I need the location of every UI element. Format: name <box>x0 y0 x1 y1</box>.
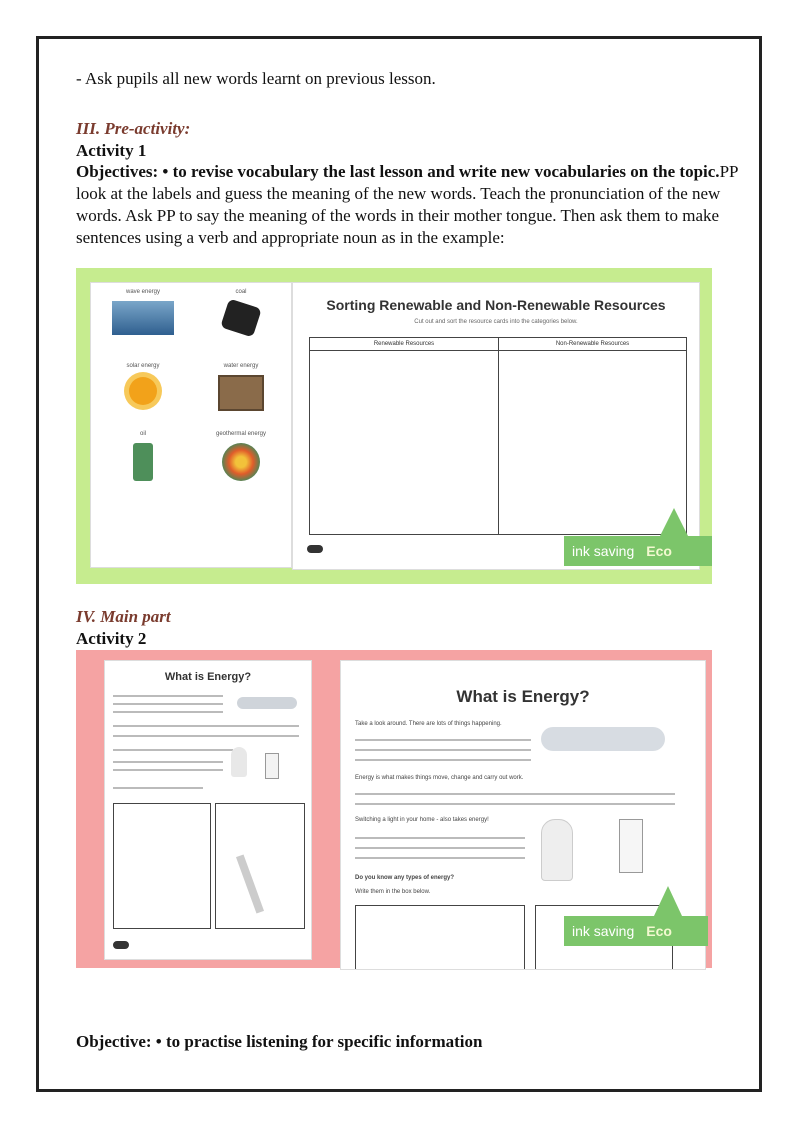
intro-line: - Ask pupils all new words learnt on previous lesson. <box>76 69 436 88</box>
objectives-paragraph <box>76 161 748 249</box>
text-line <box>113 787 203 789</box>
sorting-worksheet <box>292 282 700 570</box>
what-is-energy-image <box>76 650 712 968</box>
text-line <box>113 769 223 771</box>
text-line <box>113 725 299 727</box>
switch-icon <box>265 753 279 779</box>
text-line <box>113 749 233 751</box>
card-water-energy <box>195 363 287 427</box>
col-non-renewable: Non-Renewable Resources <box>499 338 686 351</box>
card-label: coal <box>235 289 247 295</box>
worksheet-title-large: What is Energy? <box>456 687 590 706</box>
text-line <box>355 759 531 761</box>
wave-image <box>112 301 174 335</box>
rocket-icon <box>236 854 264 913</box>
card-oil <box>97 431 189 495</box>
info-box <box>215 803 305 929</box>
twinkl-logo-icon <box>113 941 129 949</box>
eco-word: Eco <box>646 923 672 939</box>
leaf-icon <box>660 508 688 536</box>
card-label: water energy <box>223 363 259 369</box>
text-line <box>355 793 675 795</box>
text-line <box>113 711 223 713</box>
objectives-bold: Objectives: • to revise vocabulary the last lesson and write new vocabularies on the topic. <box>76 162 720 181</box>
text-line <box>355 749 531 751</box>
energy-worksheet-small <box>104 660 312 960</box>
worksheet-subtitle: Cut out and sort the resource cards into the categories below. <box>414 319 578 325</box>
sorting-table <box>309 337 687 535</box>
eco-badge <box>564 916 708 946</box>
text-line <box>355 847 525 849</box>
eco-word: Eco <box>646 543 672 559</box>
text-line-a: Take a look around. There are lots of things happening. <box>355 721 502 727</box>
card-label: solar energy <box>126 363 160 369</box>
coal-image <box>220 298 262 337</box>
text-line <box>355 857 525 859</box>
text-line <box>113 703 223 705</box>
objectives-text: PP look at the labels and guess the meaning of the new words. Teach the pronunciation of the new words. Ask PP to say the meaning of the words in their mother tongue. Then ask them to make sentences using a verb and appropriate noun as in the example: <box>76 162 738 247</box>
card-label: geothermal energy <box>215 431 267 437</box>
leaf-icon <box>654 886 682 916</box>
eco-badge <box>564 536 712 566</box>
table-divider <box>498 350 499 534</box>
col-renewable: Renewable Resources <box>310 338 499 351</box>
card-label: wave energy <box>125 289 161 295</box>
bulb-icon <box>231 747 247 777</box>
activity1-heading: Activity 1 <box>76 141 147 160</box>
section4-heading: IV. Main part <box>76 607 171 626</box>
text-line <box>113 761 223 763</box>
card-solar-energy <box>97 363 189 427</box>
resource-cards-sheet <box>90 282 292 568</box>
text-line-c: Switching a light in your home - also takes energy! <box>355 817 489 823</box>
airplane-icon <box>541 727 665 751</box>
bulb-icon <box>541 819 573 881</box>
text-line <box>355 739 531 741</box>
card-label: oil <box>139 431 146 437</box>
text-line-b: Energy is what makes things move, change and carry out work. <box>355 775 524 781</box>
airplane-icon <box>237 697 297 709</box>
text-line <box>355 803 675 805</box>
energy-instruction: Write them in the box below. <box>355 889 431 895</box>
answer-box <box>355 905 525 970</box>
sorting-resources-image <box>76 268 712 584</box>
section3-heading: III. Pre-activity: <box>76 119 191 138</box>
switch-icon <box>619 819 643 873</box>
text-line <box>355 837 525 839</box>
card-coal <box>195 289 287 353</box>
text-line <box>113 695 223 697</box>
eco-label: ink saving <box>572 923 635 939</box>
sun-icon <box>129 377 157 405</box>
earth-core-icon <box>222 443 260 481</box>
watermill-image <box>218 375 264 411</box>
oil-barrel-icon <box>133 443 153 481</box>
answer-box <box>113 803 211 929</box>
activity2-heading: Activity 2 <box>76 629 147 648</box>
objective2-line: Objective: • to practise listening for specific information <box>76 1032 483 1051</box>
text-line <box>113 735 299 737</box>
energy-question: Do you know any types of energy? <box>355 875 455 881</box>
card-wave-energy <box>97 289 189 353</box>
worksheet-title-small: What is Energy? <box>164 671 252 683</box>
card-geothermal-energy <box>195 431 287 495</box>
eco-label: ink saving <box>572 543 635 559</box>
twinkl-logo-icon <box>307 545 323 553</box>
worksheet-title: Sorting Renewable and Non-Renewable Resources <box>326 297 666 313</box>
